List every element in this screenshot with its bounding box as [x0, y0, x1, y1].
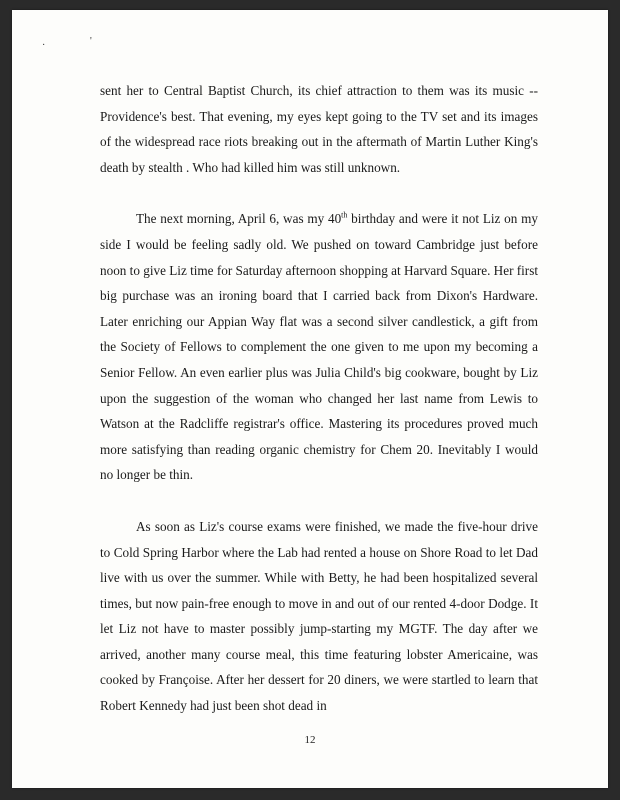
page-number: 12	[304, 734, 316, 746]
body-text	[100, 78, 538, 719]
paragraph-2	[100, 206, 538, 488]
ordinal-superscript: th	[341, 210, 348, 220]
paragraph-3: As soon as Liz's course exams were finished, we made the five-hour drive to Cold Spring Harbor where the Lab had rented a house on Shore Road to let Dad live with us over the summer. While with Betty, he had been hospitalized several times, but now pain-free enough to move in and out of our rented 4-door Dodge. It let Liz not have to master possibly jump-starting my MGTF. The day after we arrived, another many course meal, this time featuring lobster Americaine, was cooked by Françoise. After her dessert for 20 diners, we were startled to learn that Robert Kennedy had just been shot dead in	[100, 518, 538, 714]
paragraph-2-rest: birthday and were it not Liz on my side I would be feeling sadly old. We pushed on toward Cambridge just before noon to give Liz time for Saturday afternoon shopping at Harvard Square. Her first big purchase was an ironing board that I carried back from Dixon's Hardware. Later enriching our Appian Way flat was a second silver candlestick, a gift from the Society of Fellows to complement the one given to me upon my becoming a Senior Fellow. An even earlier plus was Julia Child's big cookware, bought by Liz upon the suggestion of the woman who changed her last name from Lewis to Watson at the Radcliffe registrar's office. Mastering its procedures proved much more satisfying than reading organic chemistry for Chem 20. Inevitably I would no longer be thin.	[100, 211, 538, 483]
paragraph-1: sent her to Central Baptist Church, its chief attraction to them was its music -- Providence's best. That evening, my eyes kept going to the TV set and its images of the widespread race riots breaking out in the aftermath of Martin Luther King's death by stealth . Who had killed him was still unknown.	[100, 83, 538, 175]
document-page: · ' sent her to Central Baptist Church, its chief attraction to them was its music -- Providence's best. That evening, my eyes kept going to the TV set and its images of the widespread race riots breaking out in the aftermath of Martin Luther King's death by stealth . Who had killed him was still unknown. The next morning, April 6, was my 40th birthday and were it not Liz on my side I would be feeling sadly old. We pushed on toward Cambridge just before noon to give Liz time for Saturday afternoon shopping at Harvard Square. Her first big purchase was an ironing board that I carried back from Dixon's Hardware. Later enriching our Appian Way flat was a second silver candlestick, a gift from the Society of Fellows to complement the one given to me upon my becoming a Senior Fellow. An even earlier plus was Julia Child's big cookware, bought by Liz upon the suggestion of the woman who changed her last name from Lewis to Watson at the Radcliffe registrar's office. Mastering its procedures proved much more satisfying than reading organic chemistry for Chem 20. Inevitably I would no longer be thin. As soon as Liz's course exams were finished, we made the five-hour drive to Cold Spring Harbor where the Lab had rented a house on Shore Road to let Dad live with us over the summer. While with Betty, he had been hospitalized several times, but now pain-free enough to move in and out of our rented 4-door Dodge. It let Liz not have to master possibly jump-starting my MGTF. The day after we arrived, another many course meal, this time featuring lobster Americaine, was cooked by Françoise. After her dessert for 20 diners, we were startled to learn that Robert Kennedy had just been shot dead in 12	[12, 10, 608, 788]
paragraph-2-start: The next morning, April 6, was my 40	[136, 211, 342, 227]
